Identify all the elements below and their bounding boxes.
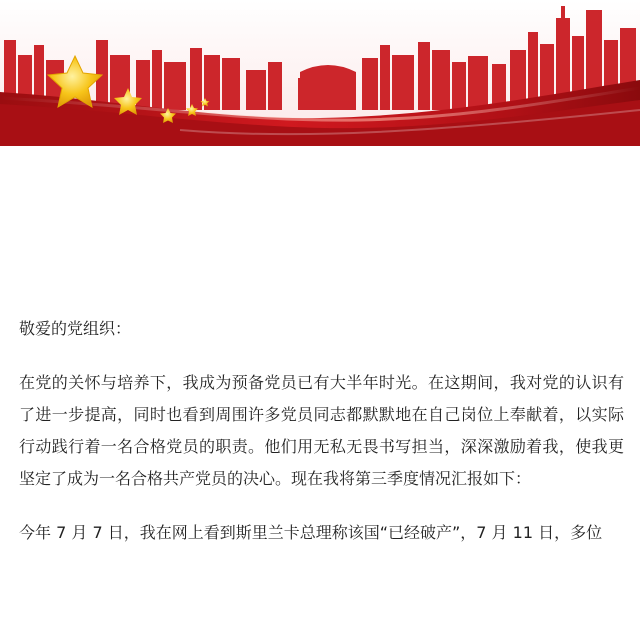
paragraph: 在党的关怀与培养下，我成为预备党员已有大半年时光。在这期间，我对党的认识有了进一步提高，同时也看到周围许多党员同志都默默地在自己岗位上奉献着，以实际行动践行着一名合格党员的职责。他们用无私无畏书写担当，深深激励着我，使我更坚定了成为一名合格共产党员的决心。现在我将第三季度情况汇报如下： [19, 373, 624, 488]
letter-body [19, 313, 624, 549]
paragraph: 今年 7 月 7 日，我在网上看到斯里兰卡总理称该国“已经破产”，7 月 11 日，多位 [19, 523, 603, 542]
salutation: 敬爱的党组织： [19, 319, 132, 338]
header-banner [0, 0, 640, 146]
skyline-banner-image [0, 0, 640, 146]
